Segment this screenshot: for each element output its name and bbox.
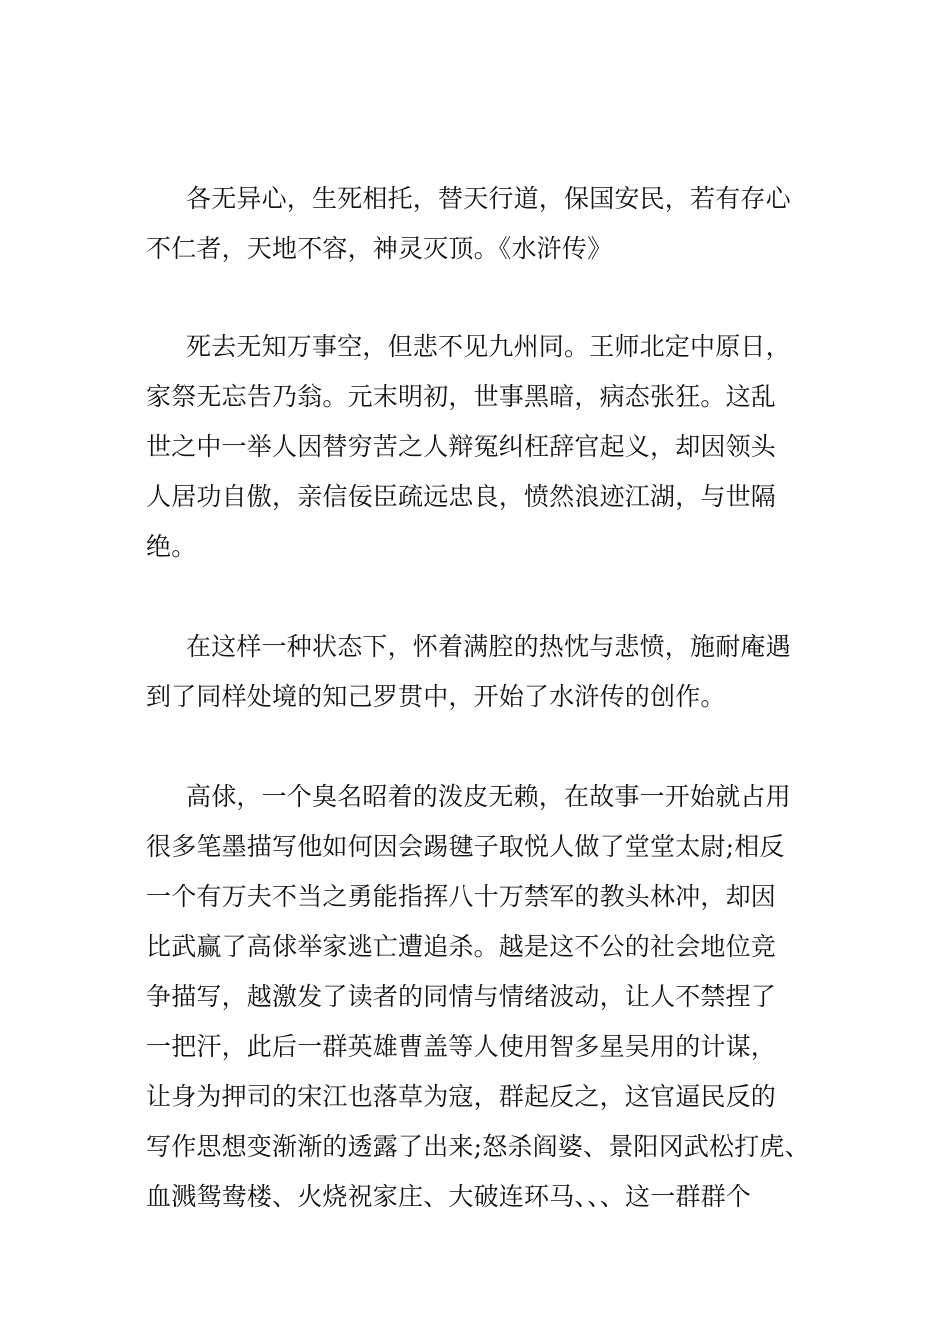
text-line: 世之中一举人因替穷苦之人辩冤纠枉辞官起义，却因领头: [146, 432, 777, 461]
paragraph-3: [146, 622, 826, 722]
paragraph-2: [146, 322, 826, 572]
text-line: 比武赢了高俅举家逃亡遭追杀。越是这不公的社会地位竞: [146, 932, 777, 961]
paragraph-1: [146, 174, 826, 274]
text-line: 高俅，一个臭名昭着的泼皮无赖，在故事一开始就占用: [186, 782, 791, 811]
text-line: 血溅鸳鸯楼、火烧祝家庄、大破连环马、、、这一群群个: [146, 1182, 752, 1211]
text-line: 家祭无忘告乃翁。元末明初，世事黑暗，病态张狂。这乱: [146, 382, 777, 411]
text-line: 让身为押司的宋江也落草为寇，群起反之，这官逼民反的: [146, 1082, 777, 1111]
text-line: 各无异心，生死相托，替天行道，保国安民，若有存心: [186, 184, 791, 213]
text-line: 死去无知万事空，但悲不见九州同。王师北定中原日，: [186, 332, 791, 361]
text-line: 很多笔墨描写他如何因会踢毽子取悦人做了堂堂太尉;相反: [146, 832, 785, 861]
text-line: 不仁者，天地不容，神灵灭顶。《水浒传》: [146, 234, 613, 263]
text-line: 一把汗，此后一群英雄曹盖等人使用智多星吴用的计谋，: [146, 1032, 777, 1061]
text-line: 人居功自傲，亲信佞臣疏远忠良，愤然浪迹江湖，与世隔: [146, 482, 777, 511]
text-line: 写作思想变渐渐的透露了出来;怒杀阎婆、景阳冈武松打虎、: [146, 1132, 810, 1161]
text-line: 到了同样处境的知己罗贯中，开始了水浒传的创作。: [146, 682, 726, 711]
paragraph-4: [146, 772, 826, 1222]
text-line: 绝。: [146, 532, 197, 561]
text-line: 争描写，越激发了读者的同情与情绪波动，让人不禁捏了: [146, 982, 777, 1011]
text-line: 在这样一种状态下，怀着满腔的热忱与悲愤，施耐庵遇: [186, 632, 791, 661]
text-line: 一个有万夫不当之勇能指挥八十万禁军的教头林冲，却因: [146, 882, 777, 911]
